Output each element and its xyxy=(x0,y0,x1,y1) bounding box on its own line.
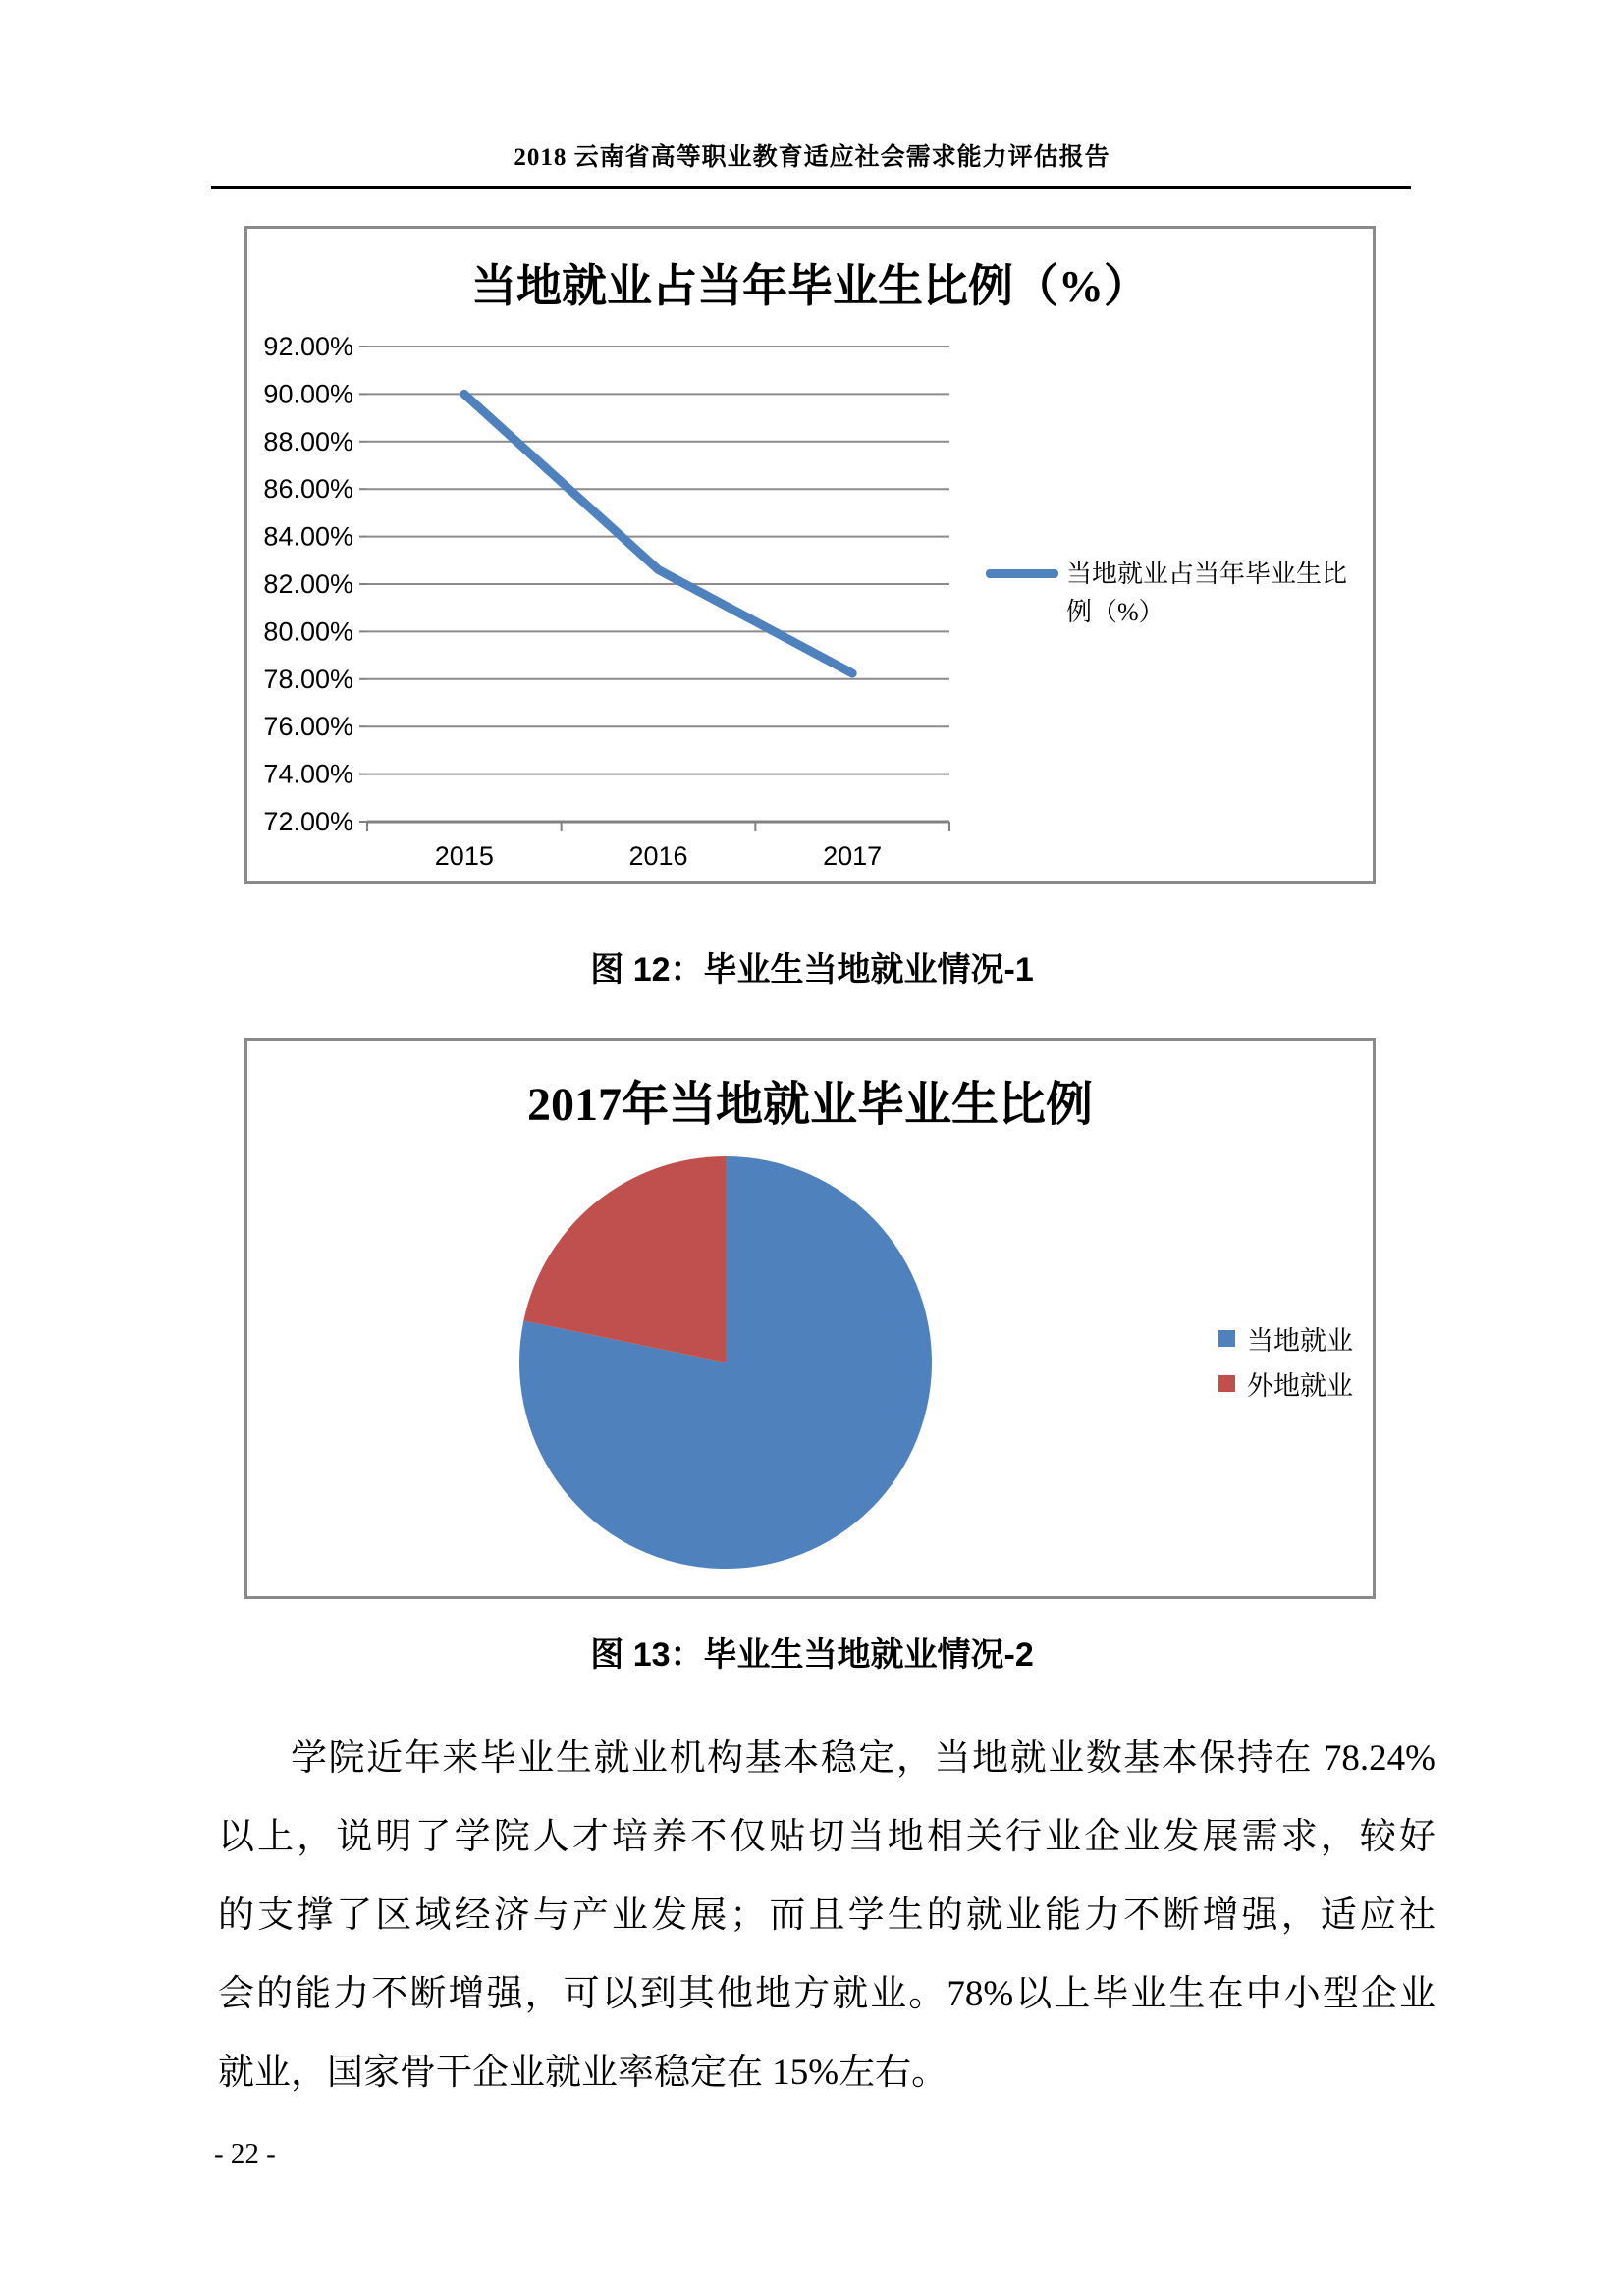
paragraph-line: 以上，说明了学院人才培养不仅贴切当地相关行业企业发展需求，较好 xyxy=(218,1817,1435,1857)
legend-series-label: 当地就业占当年毕业生比例（%） xyxy=(1066,560,1348,626)
y-tick-label: 84.00% xyxy=(263,521,353,552)
legend-label-local: 当地就业 xyxy=(1247,1325,1353,1356)
header-rule xyxy=(211,186,1411,189)
paragraph-line: 就业，国家骨干企业就业率稳定在 15%左右。 xyxy=(218,2053,948,2093)
x-tick-label: 2016 xyxy=(628,841,688,871)
x-tick-label: 2017 xyxy=(823,841,883,871)
pie-legend-item-nonlocal xyxy=(1218,1368,1353,1401)
figure-12-caption: 图 12：毕业生当地就业情况-1 xyxy=(590,951,1034,988)
paragraph-line: 学院近年来毕业生就业机构基本稳定，当地就业数基本保持在 78.24% xyxy=(291,1738,1435,1779)
legend-label-nonlocal: 外地就业 xyxy=(1247,1370,1353,1401)
y-tick-label: 72.00% xyxy=(263,807,353,836)
line-chart xyxy=(244,226,1376,884)
page-number: - 22 - xyxy=(214,2138,276,2169)
y-tick-label: 92.00% xyxy=(263,332,353,361)
y-tick-label: 76.00% xyxy=(263,712,353,742)
y-tick-label: 86.00% xyxy=(263,474,353,505)
y-tick-label: 82.00% xyxy=(263,569,353,599)
pie-legend-item-local xyxy=(1218,1323,1353,1356)
y-tick-label: 88.00% xyxy=(263,426,353,456)
y-tick-label: 90.00% xyxy=(263,379,353,409)
pie-chart xyxy=(244,1038,1376,1599)
figure-13-caption: 图 13：毕业生当地就业情况-2 xyxy=(590,1636,1034,1674)
pie-chart-title: 2017年当地就业毕业生比例 xyxy=(526,1079,1093,1131)
paragraph-line: 的支撑了区域经济与产业发展；而且学生的就业能力不断增强，适应社 xyxy=(218,1896,1435,1936)
line-chart-legend xyxy=(986,555,1361,631)
paragraph-line: 会的能力不断增强，可以到其他地方就业。78%以上毕业生在中小型企业 xyxy=(218,1974,1435,2014)
x-tick-label: 2015 xyxy=(434,841,494,871)
line-chart-title: 当地就业占当年毕业生比例（%） xyxy=(471,261,1149,311)
legend-swatch-nonlocal xyxy=(1218,1375,1235,1392)
document-header-title: 2018 云南省高等职业教育适应社会需求能力评估报告 xyxy=(514,144,1110,171)
body-paragraph xyxy=(218,1720,1435,2112)
y-tick-label: 78.00% xyxy=(263,664,353,694)
y-tick-label: 74.00% xyxy=(263,759,353,789)
y-tick-label: 80.00% xyxy=(263,616,353,647)
legend-line-sample xyxy=(986,569,1058,578)
legend-swatch-local xyxy=(1218,1330,1235,1347)
